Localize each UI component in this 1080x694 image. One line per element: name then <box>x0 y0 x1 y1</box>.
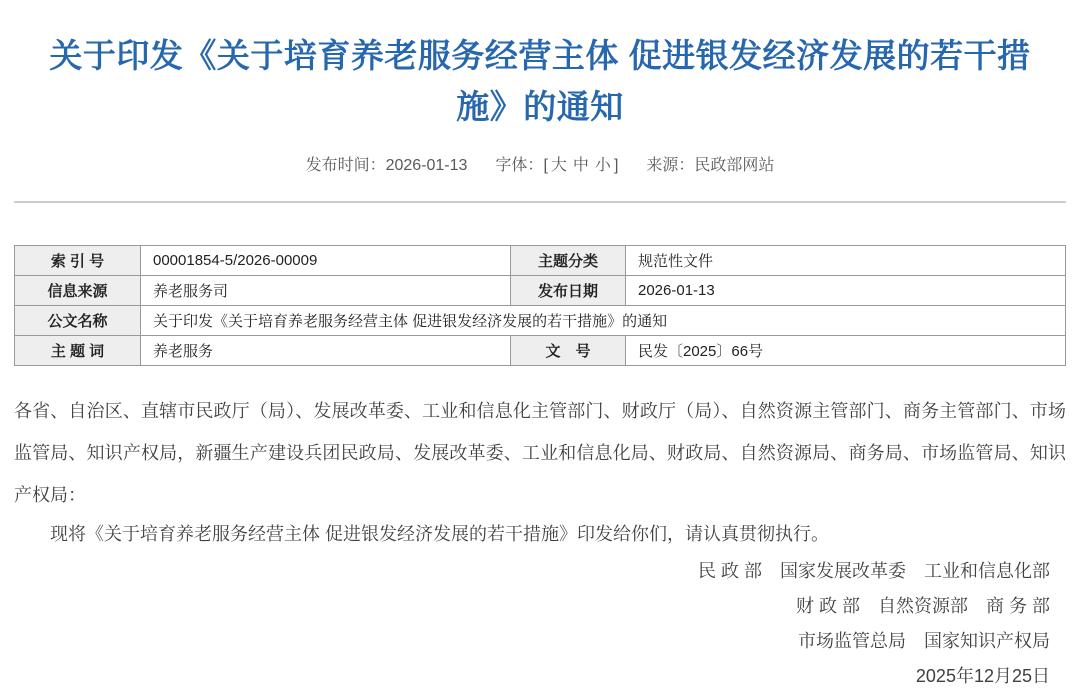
document-body <box>14 390 1066 552</box>
document-name-value: 关于印发《关于培育养老服务经营主体 促进银发经济发展的若干措施》的通知 <box>141 306 1066 336</box>
doc-number-label: 文 号 <box>511 336 626 366</box>
meta-line <box>14 152 1066 175</box>
signature-block <box>14 554 1066 694</box>
publish-time-label: 发布时间： <box>305 157 386 175</box>
signature-line: 民 政 部 国家发展改革委 工业和信息化部 <box>698 561 1050 582</box>
table-row <box>15 336 1066 366</box>
source-value: 民政部网站 <box>694 157 775 175</box>
index-number-value: 00001854-5/2026-00009 <box>141 246 511 276</box>
doc-number-value: 民发〔2025〕66号 <box>626 336 1066 366</box>
instruction-paragraph: 现将《关于培育养老服务经营主体 促进银发经济发展的若干措施》印发给你们，请认真贯彻执行。 <box>50 524 829 545</box>
table-row <box>15 276 1066 306</box>
divider-line <box>14 201 1066 203</box>
font-size-small-link[interactable]: 小 <box>594 157 611 175</box>
topic-category-label: 主题分类 <box>511 246 626 276</box>
table-row <box>15 306 1066 336</box>
source-group <box>646 157 774 174</box>
info-source-label: 信息来源 <box>15 276 141 306</box>
bracket-open: [ <box>543 157 548 175</box>
keywords-value: 养老服务 <box>141 336 511 366</box>
signature-date: 2025年12月25日 <box>915 666 1050 687</box>
document-info-table <box>14 245 1066 366</box>
publish-date-value: 2026-01-13 <box>626 276 1066 306</box>
topic-category-value: 规范性文件 <box>626 246 1066 276</box>
publish-date-label: 发布日期 <box>511 276 626 306</box>
keywords-label: 主 题 词 <box>15 336 141 366</box>
document-name-label: 公文名称 <box>15 306 141 336</box>
font-size-group <box>495 157 618 174</box>
index-number-label: 索 引 号 <box>15 246 141 276</box>
addressee-paragraph: 各省、自治区、直辖市民政厅（局）、发展改革委、工业和信息化主管部门、财政厅（局）、自然资源主管部门、商务主管部门、市场监管局、知识产权局，新疆生产建设兵团民政局、发展改革委、工业和信息化局、财政局、自然资源局、商务局、市场监管局、知识产权局： <box>14 401 1066 506</box>
font-size-label: 字体： <box>495 157 544 175</box>
table-row <box>15 246 1066 276</box>
font-size-large-link[interactable]: 大 <box>550 157 567 175</box>
font-size-medium-link[interactable]: 中 <box>572 157 589 175</box>
signature-line: 市场监管总局 国家知识产权局 <box>798 631 1050 652</box>
signature-line: 财 政 部 自然资源部 商 务 部 <box>795 596 1050 617</box>
bracket-close: ] <box>613 157 619 175</box>
info-source-value: 养老服务司 <box>141 276 511 306</box>
publish-time-group <box>306 157 468 174</box>
publish-time-value: 2026-01-13 <box>385 157 468 175</box>
page-title: 关于印发《关于培育养老服务经营主体 促进银发经济发展的若干措施》的通知 <box>49 37 1031 126</box>
source-label: 来源： <box>646 157 695 175</box>
